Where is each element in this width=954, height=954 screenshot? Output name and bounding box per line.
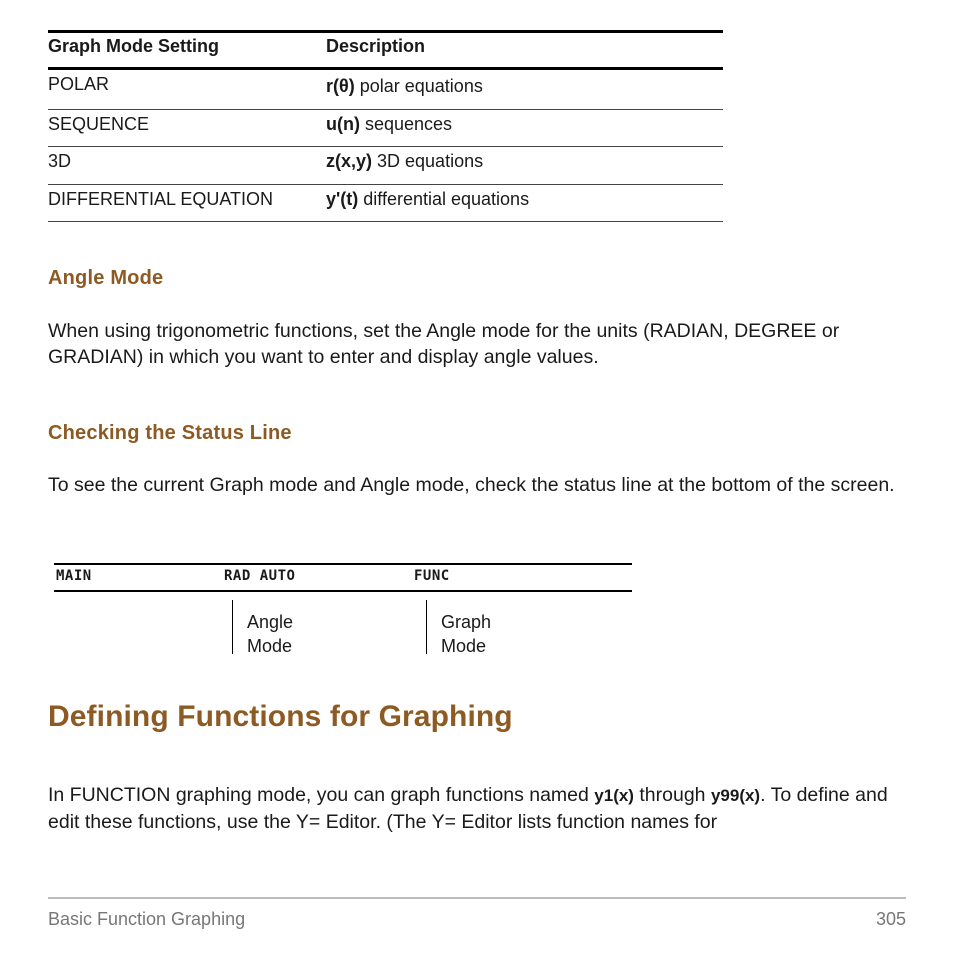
footer-section-title: Basic Function Graphing [48,909,246,929]
status-angle-mode-label: RAD AUTO [224,568,296,584]
section-heading: Defining Functions for Graphing [48,700,513,733]
table-top-rule [48,30,723,33]
table-row-rule [48,109,723,110]
table-row-description: u(n) sequences [326,114,453,134]
table-row-description: r(θ) polar equations [326,76,483,96]
graph-mode-callout: Graph Mode [441,612,492,656]
table-header-description: Description [326,36,426,56]
angle-mode-pointer-line [232,600,233,654]
table-header-rule [48,67,723,70]
table-row-setting: POLAR [48,74,110,94]
angle-mode-heading: Angle Mode [48,267,164,289]
status-line-bottom-border [54,590,632,592]
status-graph-mode-label: FUNC [414,568,450,584]
table-row-description: z(x,y) 3D equations [326,151,484,171]
table-bottom-rule [48,221,723,222]
table-row-description: y'(t) differential equations [326,189,530,209]
status-line-heading: Checking the Status Line [48,422,292,444]
status-line-top-border [54,563,632,565]
footer-page-number: 305 [875,909,906,929]
table-row-setting: SEQUENCE [48,114,150,134]
calculator-status-line [54,563,632,593]
angle-mode-callout: Angle Mode [247,612,294,656]
footer-rule [48,897,906,899]
defining-paragraph: In FUNCTION graphing mode, you can graph functions named y1(x) through y99(x). To define and edit these functions, use the Y= Editor. (The Y= Editor lists function names for [48,784,888,833]
table-row-rule [48,146,723,147]
status-line-paragraph: To see the current Graph mode and Angle mode, check the status line at the bottom of the screen. [48,474,895,496]
graph-mode-pointer-line [426,600,427,654]
status-main-label: MAIN [56,568,92,584]
table-row-rule [48,184,723,185]
table-row-setting: 3D [48,151,72,171]
angle-mode-paragraph: When using trigonometric functions, set the Angle mode for the units (RADIAN, DEGREE or GRADIAN) in which you want to enter and display angle values. [48,320,840,368]
table-row-setting: DIFFERENTIAL EQUATION [48,189,274,209]
table-header-setting: Graph Mode Setting [48,36,219,56]
